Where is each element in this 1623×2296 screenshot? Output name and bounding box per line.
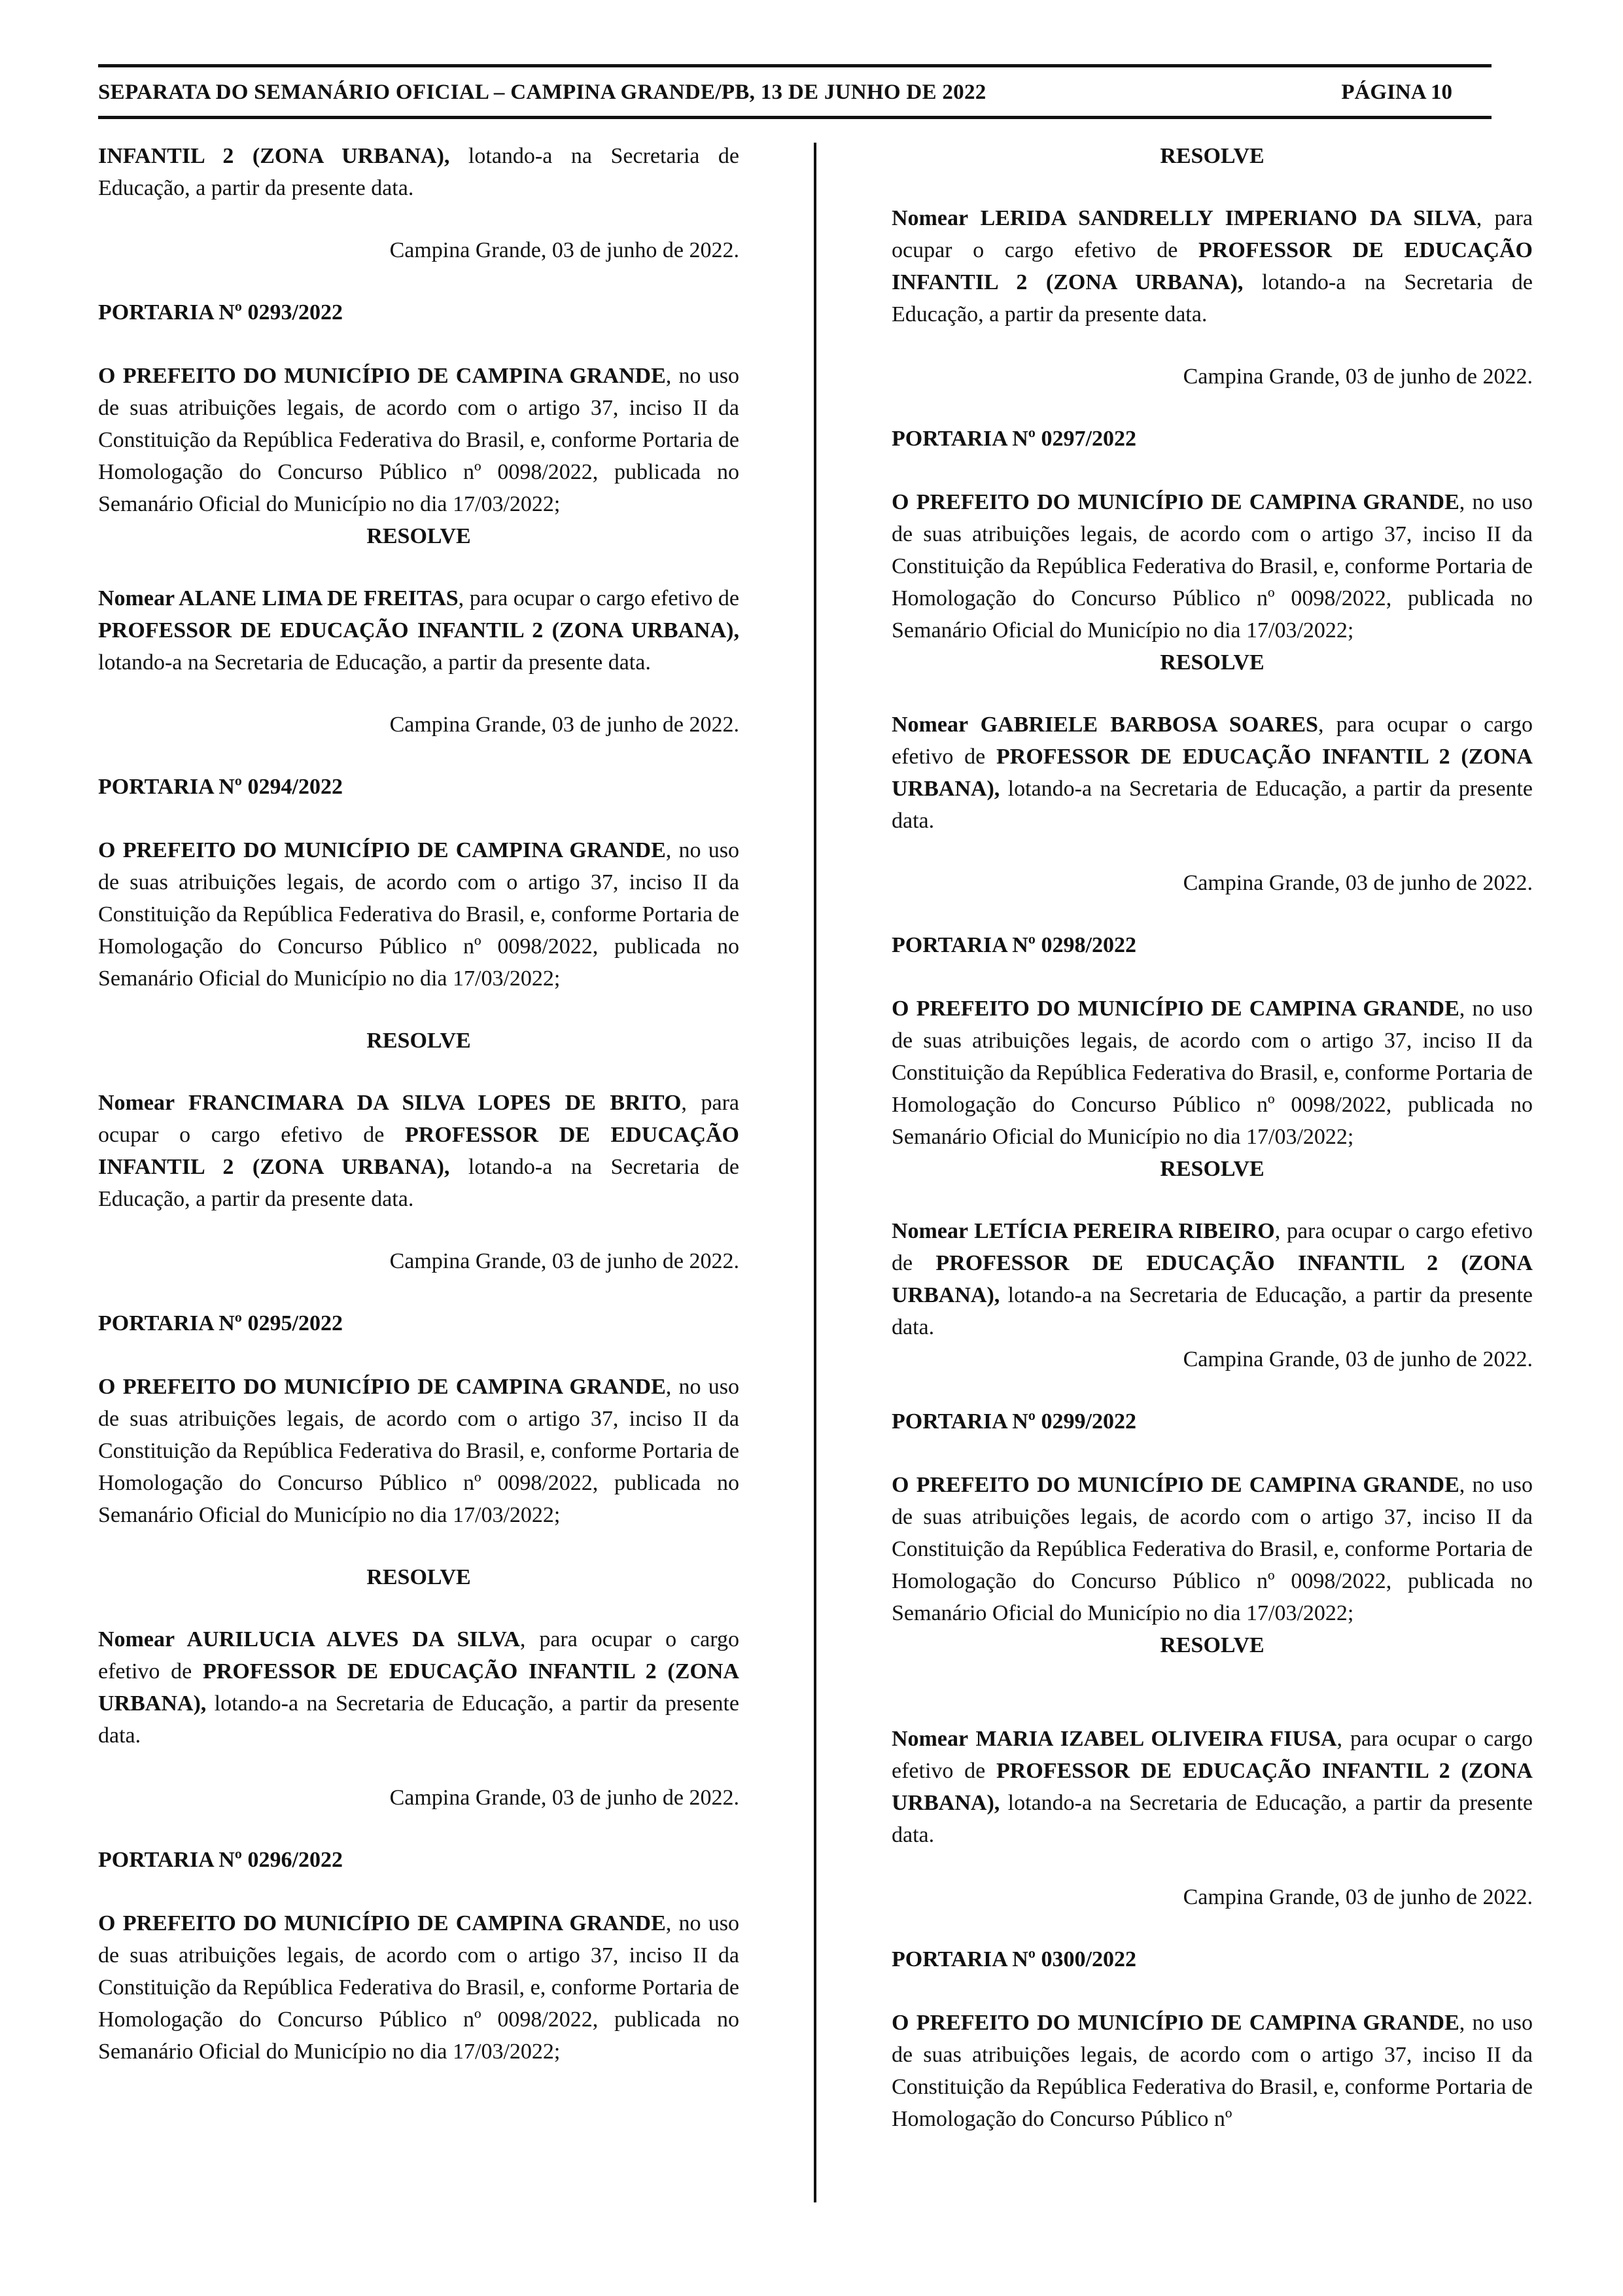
resolve-heading: RESOLVE (366, 1029, 471, 1053)
portaria-title: PORTARIA Nº 0293/2022 (98, 300, 343, 325)
para-ocupar-text: , para ocupar o cargo efetivo de (458, 586, 739, 610)
portaria-title: PORTARIA Nº 0294/2022 (98, 775, 343, 799)
header-title: SEPARATA DO SEMANÁRIO OFICIAL – CAMPINA GRANDE/PB, 13 DE JUNHO DE 2022 (98, 80, 986, 104)
date-line: Campina Grande, 03 de junho de 2022. (389, 713, 739, 737)
prefeito-text: O PREFEITO DO MUNICÍPIO DE CAMPINA GRANDE (98, 1375, 666, 1399)
appointee-name: LETÍCIA PEREIRA RIBEIRO (974, 1219, 1275, 1243)
resolve-heading: RESOLVE (366, 1565, 471, 1589)
preamble-text: , no uso de suas atribuições legais, de acordo com o artigo 37, inciso II da Constituição da República Federativa do Brasil, e, conforme Portaria de Homologação do Concurso Público nº (892, 2011, 1533, 2131)
lotacao-text: lotando-a na Secretaria de Educação, a partir da presente data. (98, 1155, 739, 1211)
continuation-paragraph (98, 140, 739, 204)
portaria-title: PORTARIA Nº 0295/2022 (98, 1311, 343, 1335)
preamble-paragraph (98, 360, 739, 520)
preamble-text: , no uso de suas atribuições legais, de acordo com o artigo 37, inciso II da Constituição da República Federativa do Brasil, e, conforme Portaria de Homologação do Concurso Público nº 0098/2022, publicada no Semanário Oficial do Município no dia 17/03/2022; (892, 1473, 1533, 1625)
prefeito-text: O PREFEITO DO MUNICÍPIO DE CAMPINA GRANDE (892, 997, 1459, 1021)
nomear-paragraph (98, 1623, 739, 1752)
resolve-heading: RESOLVE (366, 524, 471, 548)
para-ocupar-text: , para ocupar o cargo efetivo de (98, 1627, 739, 1684)
column-divider (814, 143, 816, 2202)
preamble-text: , no uso de suas atribuições legais, de acordo com o artigo 37, inciso II da Constituição da República Federativa do Brasil, e, conforme Portaria de Homologação do Concurso Público nº 0098/2022, publicada no Semanário Oficial do Município no dia 17/03/2022; (98, 364, 740, 516)
nomear-label: Nomear (892, 1727, 976, 1751)
date-line: Campina Grande, 03 de junho de 2022. (1183, 1347, 1533, 1371)
lotacao-text: lotando-a na Secretaria de Educação, a partir da presente data. (98, 1691, 739, 1748)
para-ocupar-text: , para ocupar o cargo efetivo de (892, 1219, 1533, 1275)
cargo-text: PROFESSOR DE EDUCAÇÃO INFANTIL 2 (ZONA URBANA), (98, 1659, 739, 1716)
para-ocupar-text: , para ocupar o cargo efetivo de (892, 1727, 1533, 1783)
preamble-paragraph (98, 1907, 739, 2068)
resolve-heading: RESOLVE (1160, 1633, 1265, 1657)
lotacao-text: lotando-a na Secretaria de Educação, a partir da presente data. (892, 270, 1533, 327)
appointee-name: GABRIELE BARBOSA SOARES (980, 713, 1318, 737)
preamble-text: , no uso de suas atribuições legais, de acordo com o artigo 37, inciso II da Constituição da República Federativa do Brasil, e, conforme Portaria de Homologação do Concurso Público nº 0098/2022, publicada no Semanário Oficial do Município no dia 17/03/2022; (98, 1375, 740, 1527)
portaria-title: PORTARIA Nº 0297/2022 (892, 427, 1136, 451)
cargo-text: PROFESSOR DE EDUCAÇÃO INFANTIL 2 (ZONA URBANA), (98, 1123, 739, 1179)
prefeito-text: O PREFEITO DO MUNICÍPIO DE CAMPINA GRANDE (98, 838, 666, 862)
preamble-text: , no uso de suas atribuições legais, de acordo com o artigo 37, inciso II da Constituição da República Federativa do Brasil, e, conforme Portaria de Homologação do Concurso Público nº 0098/2022, publicada no Semanário Oficial do Município no dia 17/03/2022; (98, 1911, 740, 2064)
nomear-label: Nomear (892, 713, 981, 737)
prefeito-text: O PREFEITO DO MUNICÍPIO DE CAMPINA GRANDE (98, 364, 666, 388)
preamble-paragraph (98, 1371, 739, 1531)
cargo-text: PROFESSOR DE EDUCAÇÃO INFANTIL 2 (ZONA URBANA), (892, 238, 1533, 294)
preamble-text: , no uso de suas atribuições legais, de acordo com o artigo 37, inciso II da Constituição da República Federativa do Brasil, e, conforme Portaria de Homologação do Concurso Público nº 0098/2022, publicada no Semanário Oficial do Município no dia 17/03/2022; (98, 838, 740, 991)
nomear-paragraph (892, 1723, 1533, 1851)
lotacao-text: lotando-a na Secretaria de Educação, a partir da presente data. (98, 650, 651, 675)
preamble-paragraph (892, 486, 1533, 646)
cargo-text: INFANTIL 2 (ZONA URBANA), (98, 144, 450, 168)
prefeito-text: O PREFEITO DO MUNICÍPIO DE CAMPINA GRANDE (892, 2011, 1459, 2035)
resolve-heading: RESOLVE (1160, 1157, 1265, 1181)
appointee-name: AURILUCIA ALVES DA SILVA (186, 1627, 520, 1651)
preamble-text: , no uso de suas atribuições legais, de acordo com o artigo 37, inciso II da Constituição da República Federativa do Brasil, e, conforme Portaria de Homologação do Concurso Público nº 0098/2022, publicada no Semanário Oficial do Município no dia 17/03/2022; (892, 997, 1533, 1149)
date-line: Campina Grande, 03 de junho de 2022. (389, 1786, 739, 1810)
preamble-paragraph (892, 1469, 1533, 1629)
lotacao-text: lotando-a na Secretaria de Educação, a partir da presente data. (892, 777, 1533, 833)
prefeito-text: O PREFEITO DO MUNICÍPIO DE CAMPINA GRANDE (892, 1473, 1459, 1497)
date-line: Campina Grande, 03 de junho de 2022. (1183, 364, 1533, 389)
nomear-label: Nomear (892, 1219, 975, 1243)
para-ocupar-text: , para ocupar o cargo efetivo de (892, 713, 1533, 769)
para-ocupar-text: , para ocupar o cargo efetivo de (98, 1091, 739, 1147)
portaria-title: PORTARIA Nº 0296/2022 (98, 1848, 343, 1872)
appointee-name: ALANE LIMA DE FREITAS (179, 586, 459, 610)
nomear-paragraph (892, 709, 1533, 837)
cargo-text: PROFESSOR DE EDUCAÇÃO INFANTIL 2 (ZONA URBANA), (98, 618, 739, 643)
cargo-text: PROFESSOR DE EDUCAÇÃO INFANTIL 2 (ZONA URBANA), (892, 745, 1533, 801)
resolve-heading: RESOLVE (1160, 144, 1265, 168)
page-number: PÁGINA 10 (1341, 80, 1452, 104)
date-line: Campina Grande, 03 de junho de 2022. (1183, 1885, 1533, 1909)
nomear-paragraph (892, 1215, 1533, 1343)
prefeito-text: O PREFEITO DO MUNICÍPIO DE CAMPINA GRANDE (98, 1911, 666, 1935)
resolve-heading: RESOLVE (1160, 650, 1265, 675)
para-ocupar-text: , para ocupar o cargo efetivo de (892, 206, 1533, 262)
appointee-name: LERIDA SANDRELLY IMPERIANO DA SILVA (980, 206, 1476, 230)
prefeito-text: O PREFEITO DO MUNICÍPIO DE CAMPINA GRANDE (892, 490, 1459, 514)
appointee-name: MARIA IZABEL OLIVEIRA FIUSA (975, 1727, 1337, 1751)
preamble-text: , no uso de suas atribuições legais, de acordo com o artigo 37, inciso II da Constituição da República Federativa do Brasil, e, conforme Portaria de Homologação do Concurso Público nº 0098/2022, publicada no Semanário Oficial do Município no dia 17/03/2022; (892, 490, 1533, 643)
lotacao-text: lotando-a na Secretaria de Educação, a partir da presente data. (98, 144, 739, 200)
preamble-paragraph (892, 993, 1533, 1153)
portaria-title: PORTARIA Nº 0300/2022 (892, 1947, 1136, 1971)
nomear-label: Nomear (98, 1627, 187, 1651)
nomear-paragraph (98, 582, 739, 679)
left-column (98, 140, 739, 2068)
cargo-text: PROFESSOR DE EDUCAÇÃO INFANTIL 2 (ZONA URBANA), (892, 1759, 1533, 1815)
lotacao-text: lotando-a na Secretaria de Educação, a partir da presente data. (892, 1283, 1533, 1339)
cargo-text: PROFESSOR DE EDUCAÇÃO INFANTIL 2 (ZONA URBANA), (892, 1251, 1533, 1307)
nomear-label: Nomear (98, 1091, 189, 1115)
portaria-title: PORTARIA Nº 0299/2022 (892, 1409, 1136, 1434)
portaria-title: PORTARIA Nº 0298/2022 (892, 933, 1136, 957)
preamble-paragraph (98, 834, 739, 995)
nomear-label: Nomear (98, 586, 179, 610)
nomear-label: Nomear (892, 206, 981, 230)
preamble-paragraph (892, 2007, 1533, 2135)
page-header (98, 64, 1492, 119)
date-line: Campina Grande, 03 de junho de 2022. (389, 238, 739, 262)
nomear-paragraph (98, 1087, 739, 1215)
date-line: Campina Grande, 03 de junho de 2022. (1183, 871, 1533, 895)
appointee-name: FRANCIMARA DA SILVA LOPES DE BRITO (188, 1091, 682, 1115)
nomear-paragraph (892, 202, 1533, 330)
right-column (892, 140, 1533, 2135)
lotacao-text: lotando-a na Secretaria de Educação, a partir da presente data. (892, 1791, 1533, 1847)
date-line: Campina Grande, 03 de junho de 2022. (389, 1249, 739, 1273)
